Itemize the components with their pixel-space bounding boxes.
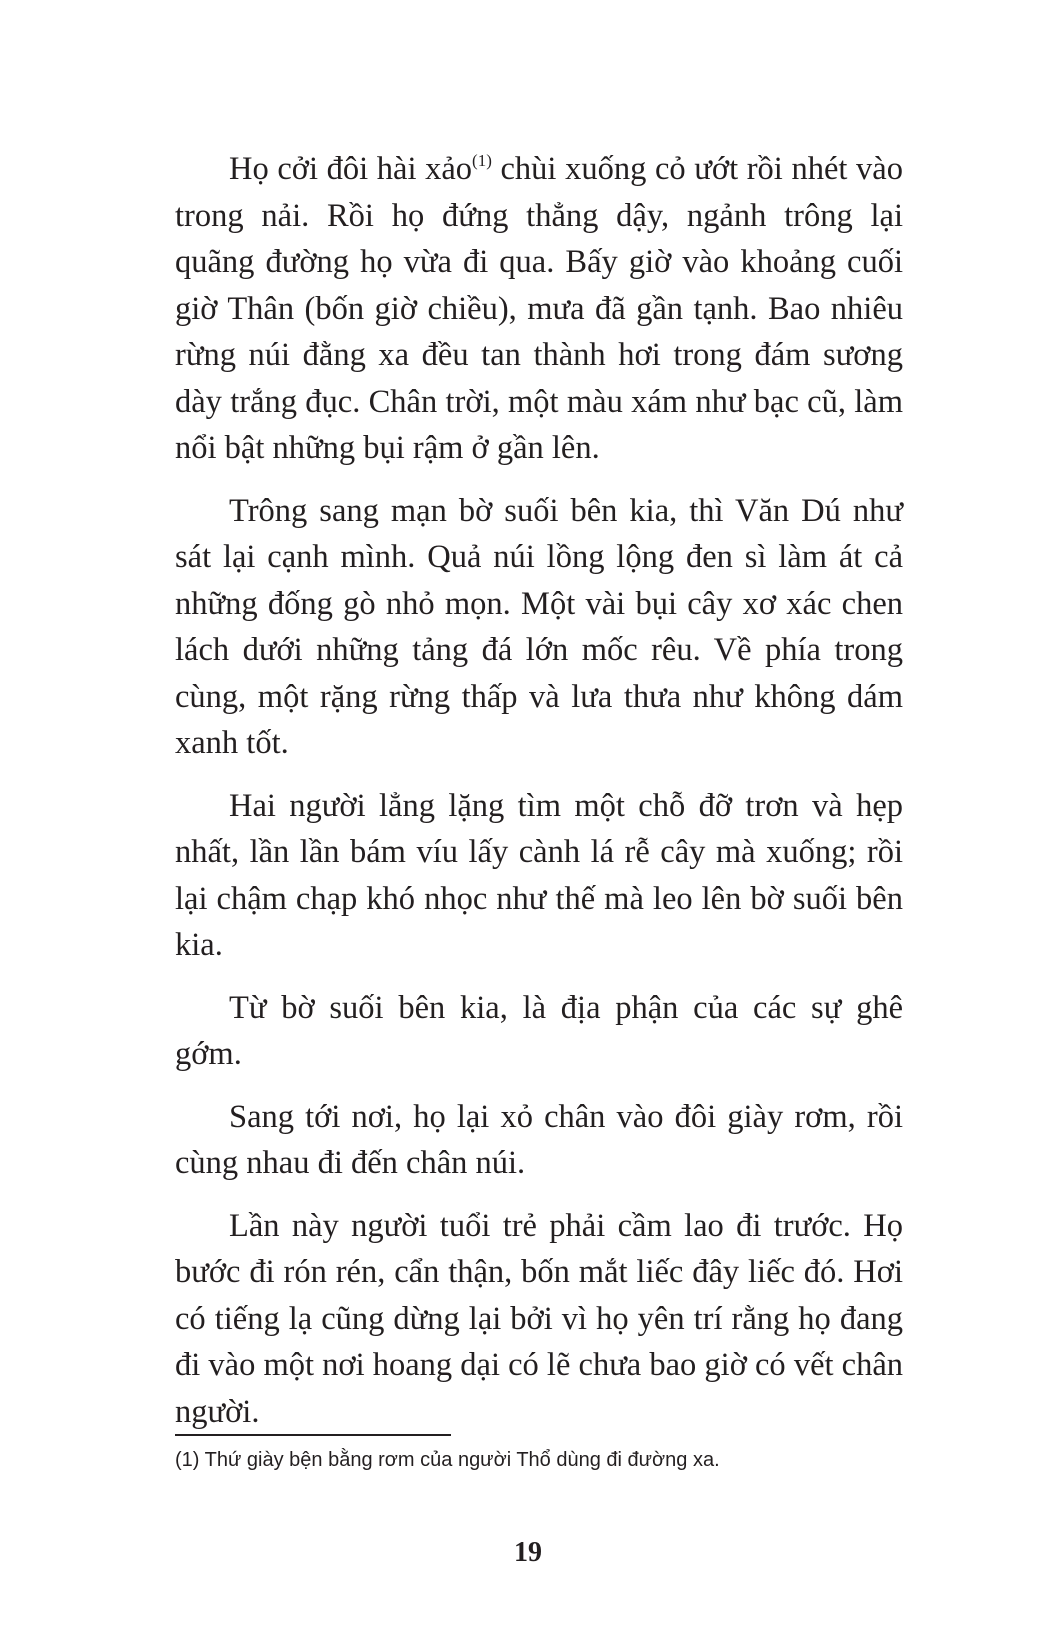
paragraph-5: Sang tới nơi, họ lại xỏ chân vào đôi giày rơm, rồi cùng nhau đi đến chân núi. <box>175 1098 903 1181</box>
footnote-divider <box>175 1434 451 1436</box>
paragraph-1 <box>175 146 903 472</box>
footnote-text: (1) Thứ giày bện bằng rơm của người Thổ dùng đi đường xa. <box>175 1449 720 1471</box>
paragraph-6: Lần này người tuổi trẻ phải cầm lao đi trước. Họ bước đi rón rén, cẩn thận, bốn mắt liếc đây liếc đó. Hơi có tiếng lạ cũng dừng lại bởi vì họ yên trí rằng họ đang đi vào một nơi hoang dại có lẽ chưa bao giờ có vết chân người. <box>175 1207 903 1430</box>
page-number: 19 <box>514 1537 542 1568</box>
paragraph-2: Trông sang mạn bờ suối bên kia, thì Văn Dú như sát lại cạnh mình. Quả núi lồng lộng đen sì làm át cả những đống gò nhỏ mọn. Một vài bụi cây xơ xác chen lách dưới những tảng đá lớn mốc rêu. Về phía trong cùng, một rặng rừng thấp và lưa thưa như không dám xanh tốt. <box>175 492 903 761</box>
paragraph-1-text-start: Họ cởi đôi hài xảo <box>229 151 473 187</box>
body-text <box>175 146 903 1435</box>
paragraph-4: Từ bờ suối bên kia, là địa phận của các sự ghê gớm. <box>175 989 903 1072</box>
footnote-marker: (1) <box>472 151 492 170</box>
paragraph-1-text-end: chùi xuống cỏ ướt rồi nhét vào trong nải. Rồi họ đứng thẳng dậy, ngảnh trông lại quãng đường họ vừa đi qua. Bấy giờ vào khoảng cuối giờ Thân (bốn giờ chiều), mưa đã gần tạnh. Bao nhiêu rừng núi đằng xa đều tan thành hơi trong đám sương dày trắng đục. Chân trời, một màu xám như bạc cũ, làm nổi bật những bụi rậm ở gần lên. <box>175 151 903 466</box>
paragraph-3: Hai người lẳng lặng tìm một chỗ đỡ trơn và hẹp nhất, lần lần bám víu lấy cành lá rễ cây mà xuống; rồi lại chậm chạp khó nhọc như thế mà leo lên bờ suối bên kia. <box>175 787 903 963</box>
